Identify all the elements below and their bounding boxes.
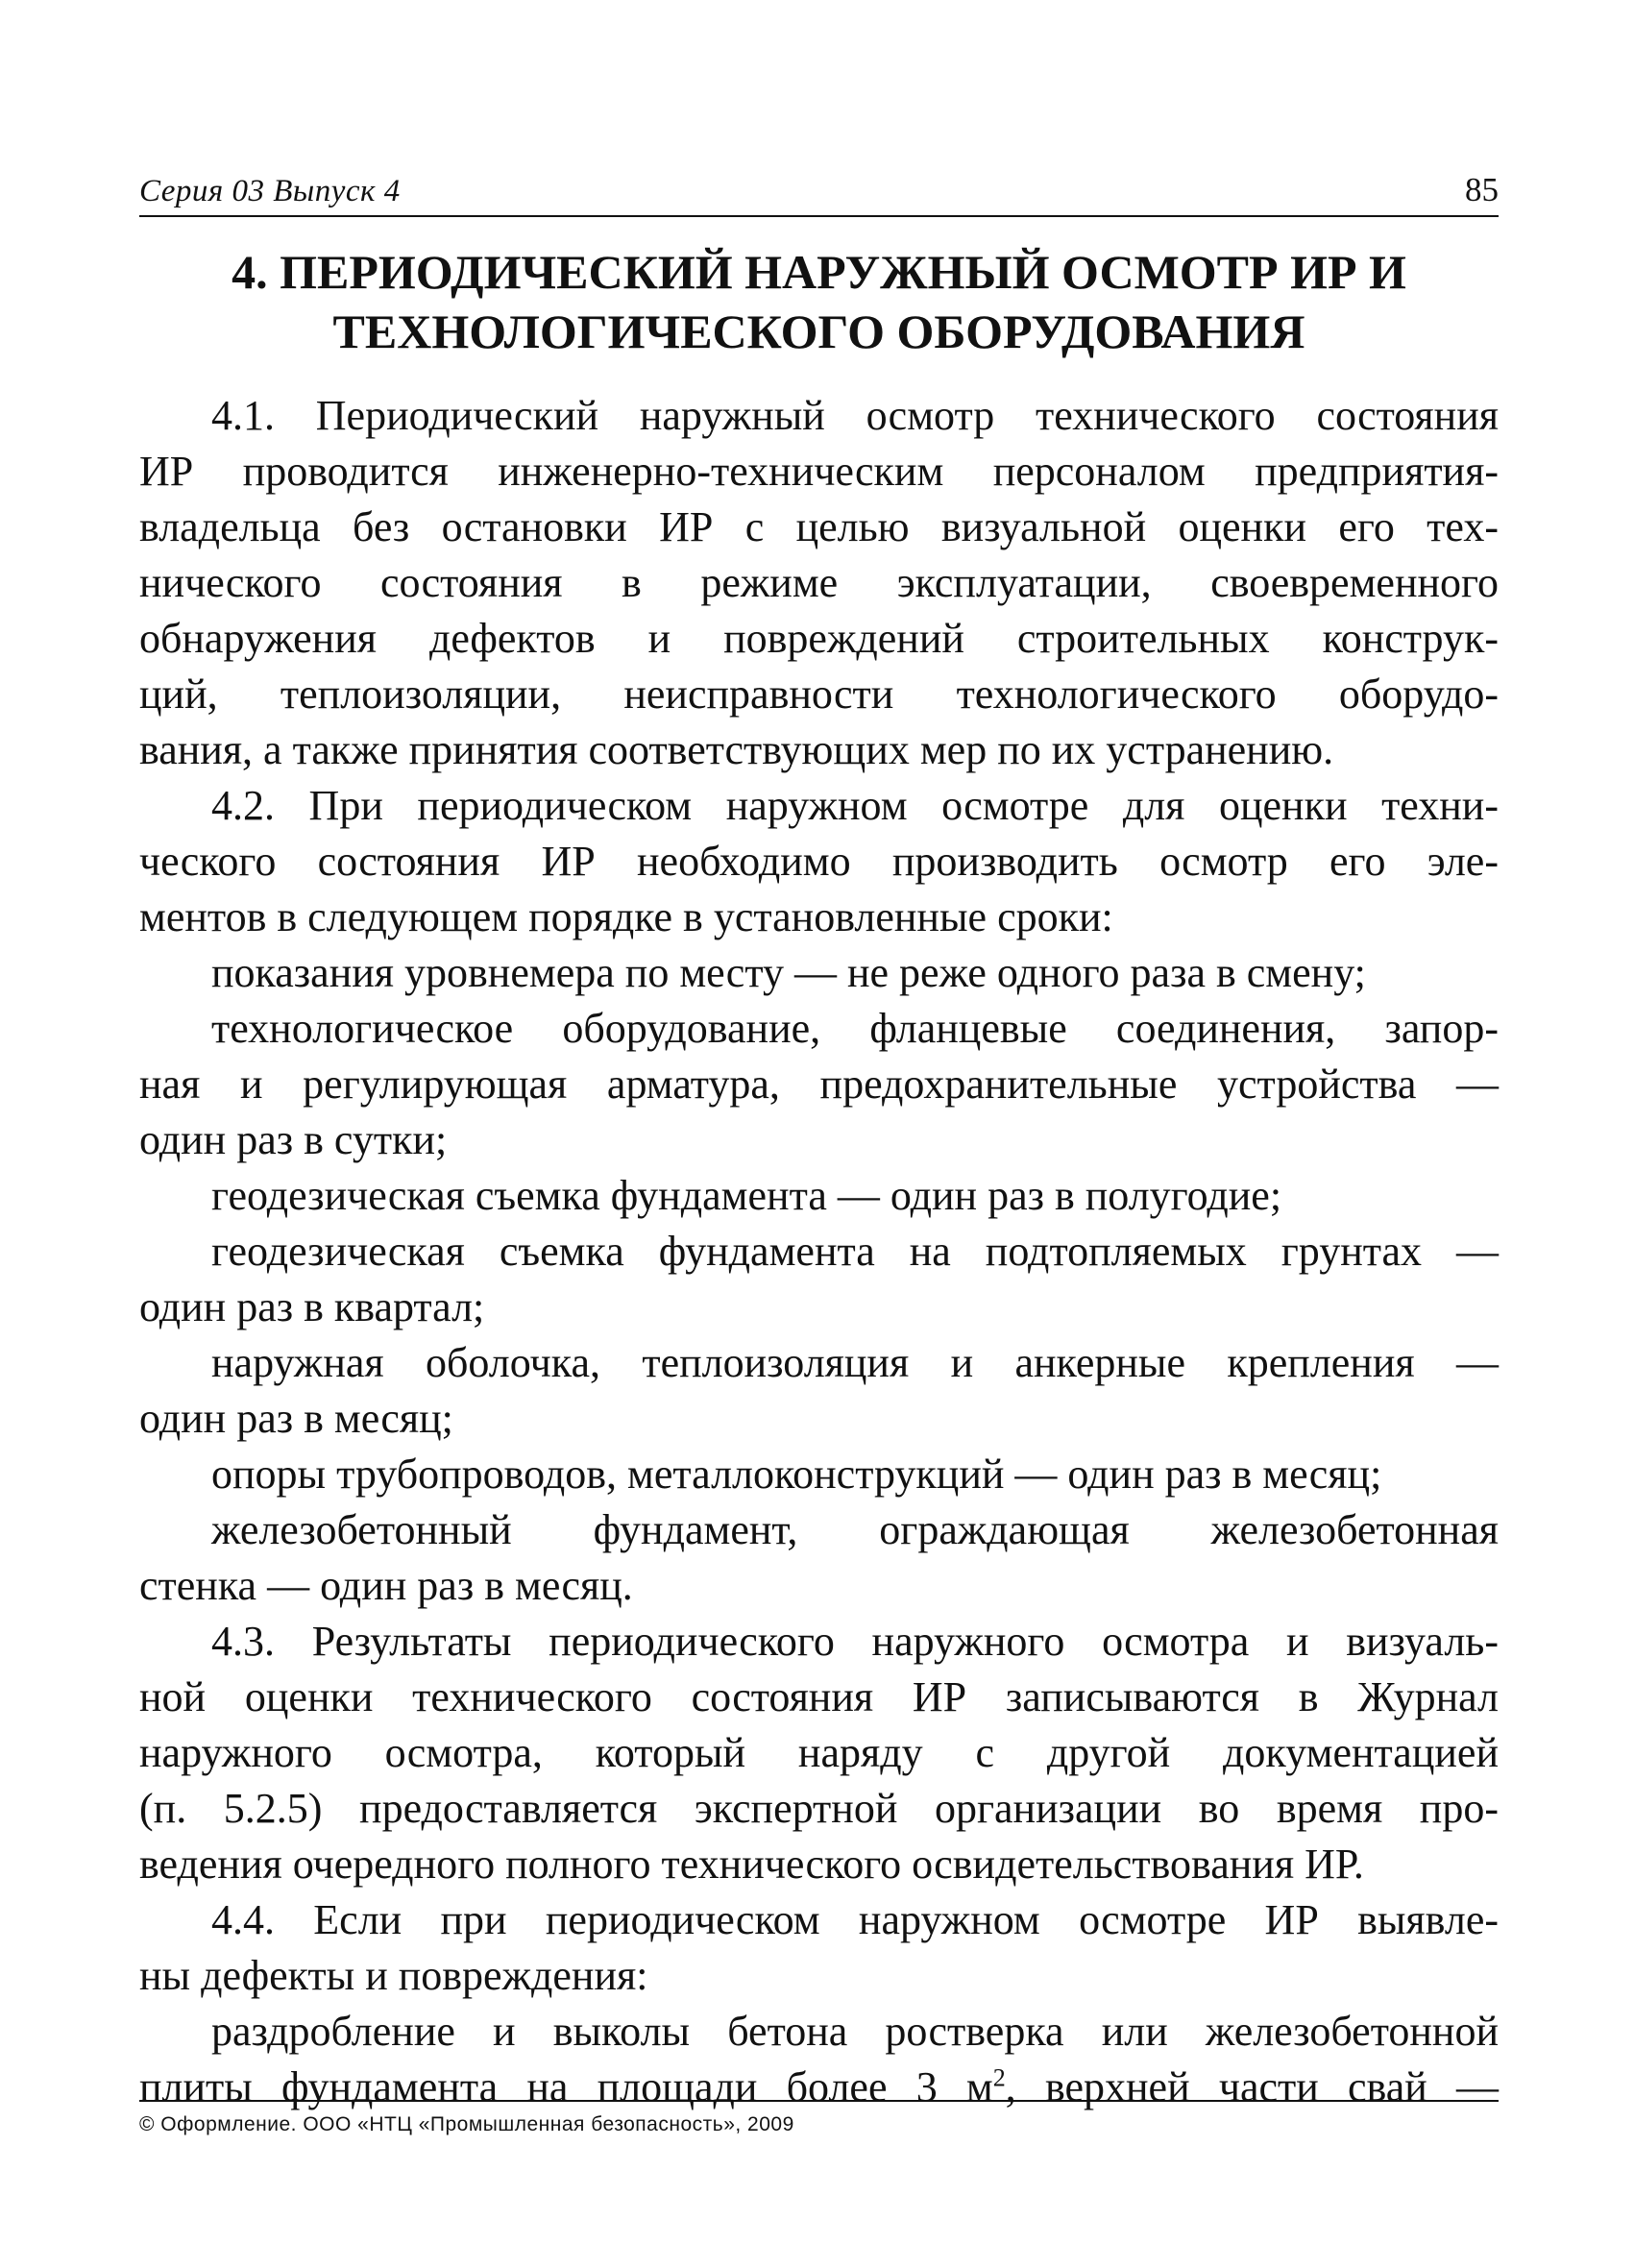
section-title-line: 4. ПЕРИОДИЧЕСКИЙ НАРУЖНЫЙ ОСМОТР ИР И: [232, 245, 1406, 299]
paragraph-4-3-line: ной оценки технического состояния ИР записываются в Журнал: [139, 1673, 1499, 1720]
paragraph-4-1-line: 4.1. Периодический наружный осмотр технического состояния: [211, 392, 1499, 439]
paragraph-4-3-line: 4.3. Результаты периодического наружного осмотра и визуаль-: [211, 1618, 1499, 1665]
list-item-line: ная и регулирующая арматура, предохранительные устройства —: [139, 1061, 1499, 1108]
list-item-line: раздробление и выколы бетона ростверка или железобетонной: [211, 2008, 1499, 2055]
list-item-line: один раз в квартал;: [139, 1283, 485, 1330]
section-title: [139, 242, 1499, 361]
list-item-line: геодезическая съемка фундамента — один раз в полугодие;: [211, 1172, 1282, 1219]
section-title-line: ТЕХНОЛОГИЧЕСКОГО ОБОРУДОВАНИЯ: [332, 305, 1305, 358]
paragraph-4-1-line: ИР проводится инженерно-техническим персоналом предприятия-: [139, 448, 1499, 495]
footer-rule: [139, 2100, 1499, 2102]
list-item-text: плиты фундамента на площади более 3 м: [139, 2063, 993, 2110]
list-item-line: технологическое оборудование, фланцевые соединения, запор-: [211, 1005, 1499, 1052]
list-item-line: опоры трубопроводов, металлоконструкций — один раз в месяц;: [211, 1451, 1382, 1498]
list-item-line: один раз в месяц;: [139, 1395, 453, 1442]
series-label: Серия 03 Выпуск 4: [139, 174, 401, 208]
paragraph-4-1-line: владельца без остановки ИР с целью визуальной оценки его тех-: [139, 503, 1499, 550]
paragraph-4-1-line: обнаружения дефектов и повреждений строительных конструк-: [139, 615, 1499, 662]
running-header: [139, 165, 1499, 217]
paragraph-4-2-line: ческого состояния ИР необходимо производить осмотр его эле-: [139, 838, 1499, 885]
list-item-line: [139, 2060, 1499, 2115]
paragraph-4-4-line: 4.4. Если при периодическом наружном осмотре ИР выявле-: [211, 1896, 1499, 1943]
paragraph-4-1-line: ций, теплоизоляции, неисправности технологического оборудо-: [139, 671, 1499, 718]
superscript: 2: [992, 2063, 1006, 2092]
paragraph-4-4-line: ны дефекты и повреждения:: [139, 1952, 648, 1999]
paragraph-4-2-line: 4.2. При периодическом наружном осмотре для оценки техни-: [211, 782, 1499, 829]
list-item-line: наружная оболочка, теплоизоляция и анкерные крепления —: [211, 1339, 1499, 1386]
paragraph-4-3-line: наружного осмотра, который наряду с другой документацией: [139, 1729, 1499, 1776]
paragraph-4-3-line: (п. 5.2.5) предоставляется экспертной организации во время про-: [139, 1785, 1499, 1832]
page-number: 85: [1465, 171, 1499, 208]
list-item-line: показания уровнемера по месту — не реже одного раза в смену;: [211, 949, 1366, 996]
list-item-line: геодезическая съемка фундамента на подтопляемых грунтах —: [211, 1228, 1499, 1275]
list-item-line: железобетонный фундамент, ограждающая железобетонная: [211, 1506, 1499, 1553]
list-item-text: , верхней части свай —: [1005, 2063, 1499, 2110]
footer-copyright: © Оформление. ООО «НТЦ «Промышленная безопасность», 2009: [139, 2113, 794, 2135]
paragraph-4-2-line: ментов в следующем порядке в установленные сроки:: [139, 893, 1113, 940]
document-page: [139, 154, 1499, 2171]
list-item-line: стенка — один раз в месяц.: [139, 1562, 633, 1609]
body-text: [139, 388, 1499, 2115]
list-item-line: один раз в сутки;: [139, 1116, 448, 1163]
paragraph-4-1-line: вания, а также принятия соответствующих мер по их устранению.: [139, 726, 1334, 773]
paragraph-4-3-line: ведения очередного полного технического освидетельствования ИР.: [139, 1841, 1364, 1888]
paragraph-4-1-line: нического состояния в режиме эксплуатации, своевременного: [139, 559, 1499, 606]
